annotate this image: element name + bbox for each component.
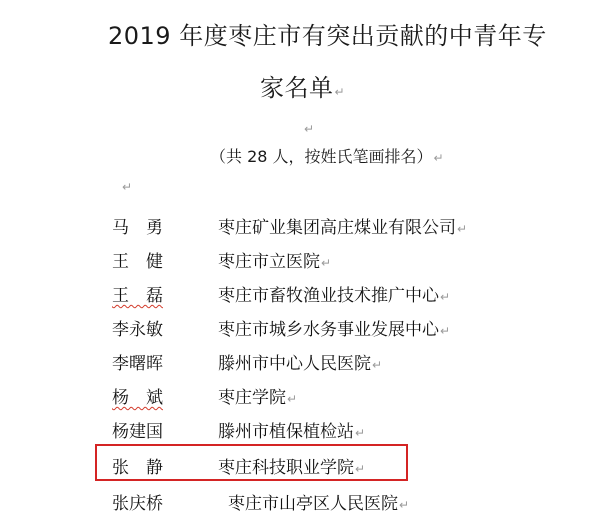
person-name: 杨 斌 — [112, 388, 163, 408]
person-name: 李永敏 — [112, 320, 163, 340]
organization: 枣庄学院↵ — [218, 388, 298, 408]
organization: 枣庄市立医院↵ — [218, 252, 332, 272]
paragraph-mark-icon: ↵ — [321, 256, 332, 270]
list-item — [0, 281, 600, 311]
paragraph-mark-icon: ↵ — [440, 324, 451, 338]
list-item — [0, 315, 600, 345]
paragraph-mark-icon: ↵ — [433, 151, 444, 165]
paragraph-mark-icon: ↵ — [122, 180, 133, 194]
person-name: 马 勇 — [112, 218, 163, 238]
subtitle-text: （共 28 人，按姓氏笔画排名） — [210, 147, 433, 166]
organization: 枣庄科技职业学院↵ — [218, 458, 366, 478]
person-name: 李曙晖 — [112, 354, 163, 374]
organization: 枣庄市山亭区人民医院↵ — [228, 494, 410, 514]
highlight-box — [95, 444, 408, 481]
organization: 枣庄市城乡水务事业发展中心↵ — [218, 320, 451, 340]
paragraph-mark-icon: ↵ — [399, 498, 410, 512]
list-item — [0, 213, 600, 243]
person-name: 王 健 — [112, 252, 163, 272]
title-text-1: 2019 年度枣庄市有突出贡献的中青年专 — [108, 22, 547, 50]
organization: 枣庄市畜牧渔业技术推广中心↵ — [218, 286, 451, 306]
paragraph-mark-icon: ↵ — [457, 222, 468, 236]
document-subtitle — [210, 144, 444, 167]
organization: 滕州市中心人民医院↵ — [218, 354, 383, 374]
document-title-line-1 — [108, 16, 547, 51]
list-item — [0, 489, 600, 519]
title-text-2: 家名单 — [260, 74, 334, 102]
person-name: 杨建国 — [112, 422, 163, 442]
paragraph-mark-icon: ↵ — [440, 290, 451, 304]
list-item — [0, 349, 600, 379]
list-item — [0, 417, 600, 447]
list-item — [0, 247, 600, 277]
paragraph-mark-icon: ↵ — [355, 426, 366, 440]
paragraph-mark-icon: ↵ — [355, 462, 366, 476]
organization: 滕州市植保植检站↵ — [218, 422, 366, 442]
list-item — [0, 383, 600, 413]
paragraph-mark-icon: ↵ — [372, 358, 383, 372]
person-name: 张 静 — [112, 458, 163, 478]
person-name: 王 磊 — [112, 286, 163, 306]
organization: 枣庄矿业集团高庄煤业有限公司↵ — [218, 218, 468, 238]
paragraph-mark-icon: ↵ — [304, 122, 315, 136]
person-name: 张庆桥 — [112, 494, 163, 514]
paragraph-mark-icon: ↵ — [287, 392, 298, 406]
document-title-line-2 — [260, 68, 345, 103]
paragraph-mark-icon: ↵ — [334, 85, 346, 99]
